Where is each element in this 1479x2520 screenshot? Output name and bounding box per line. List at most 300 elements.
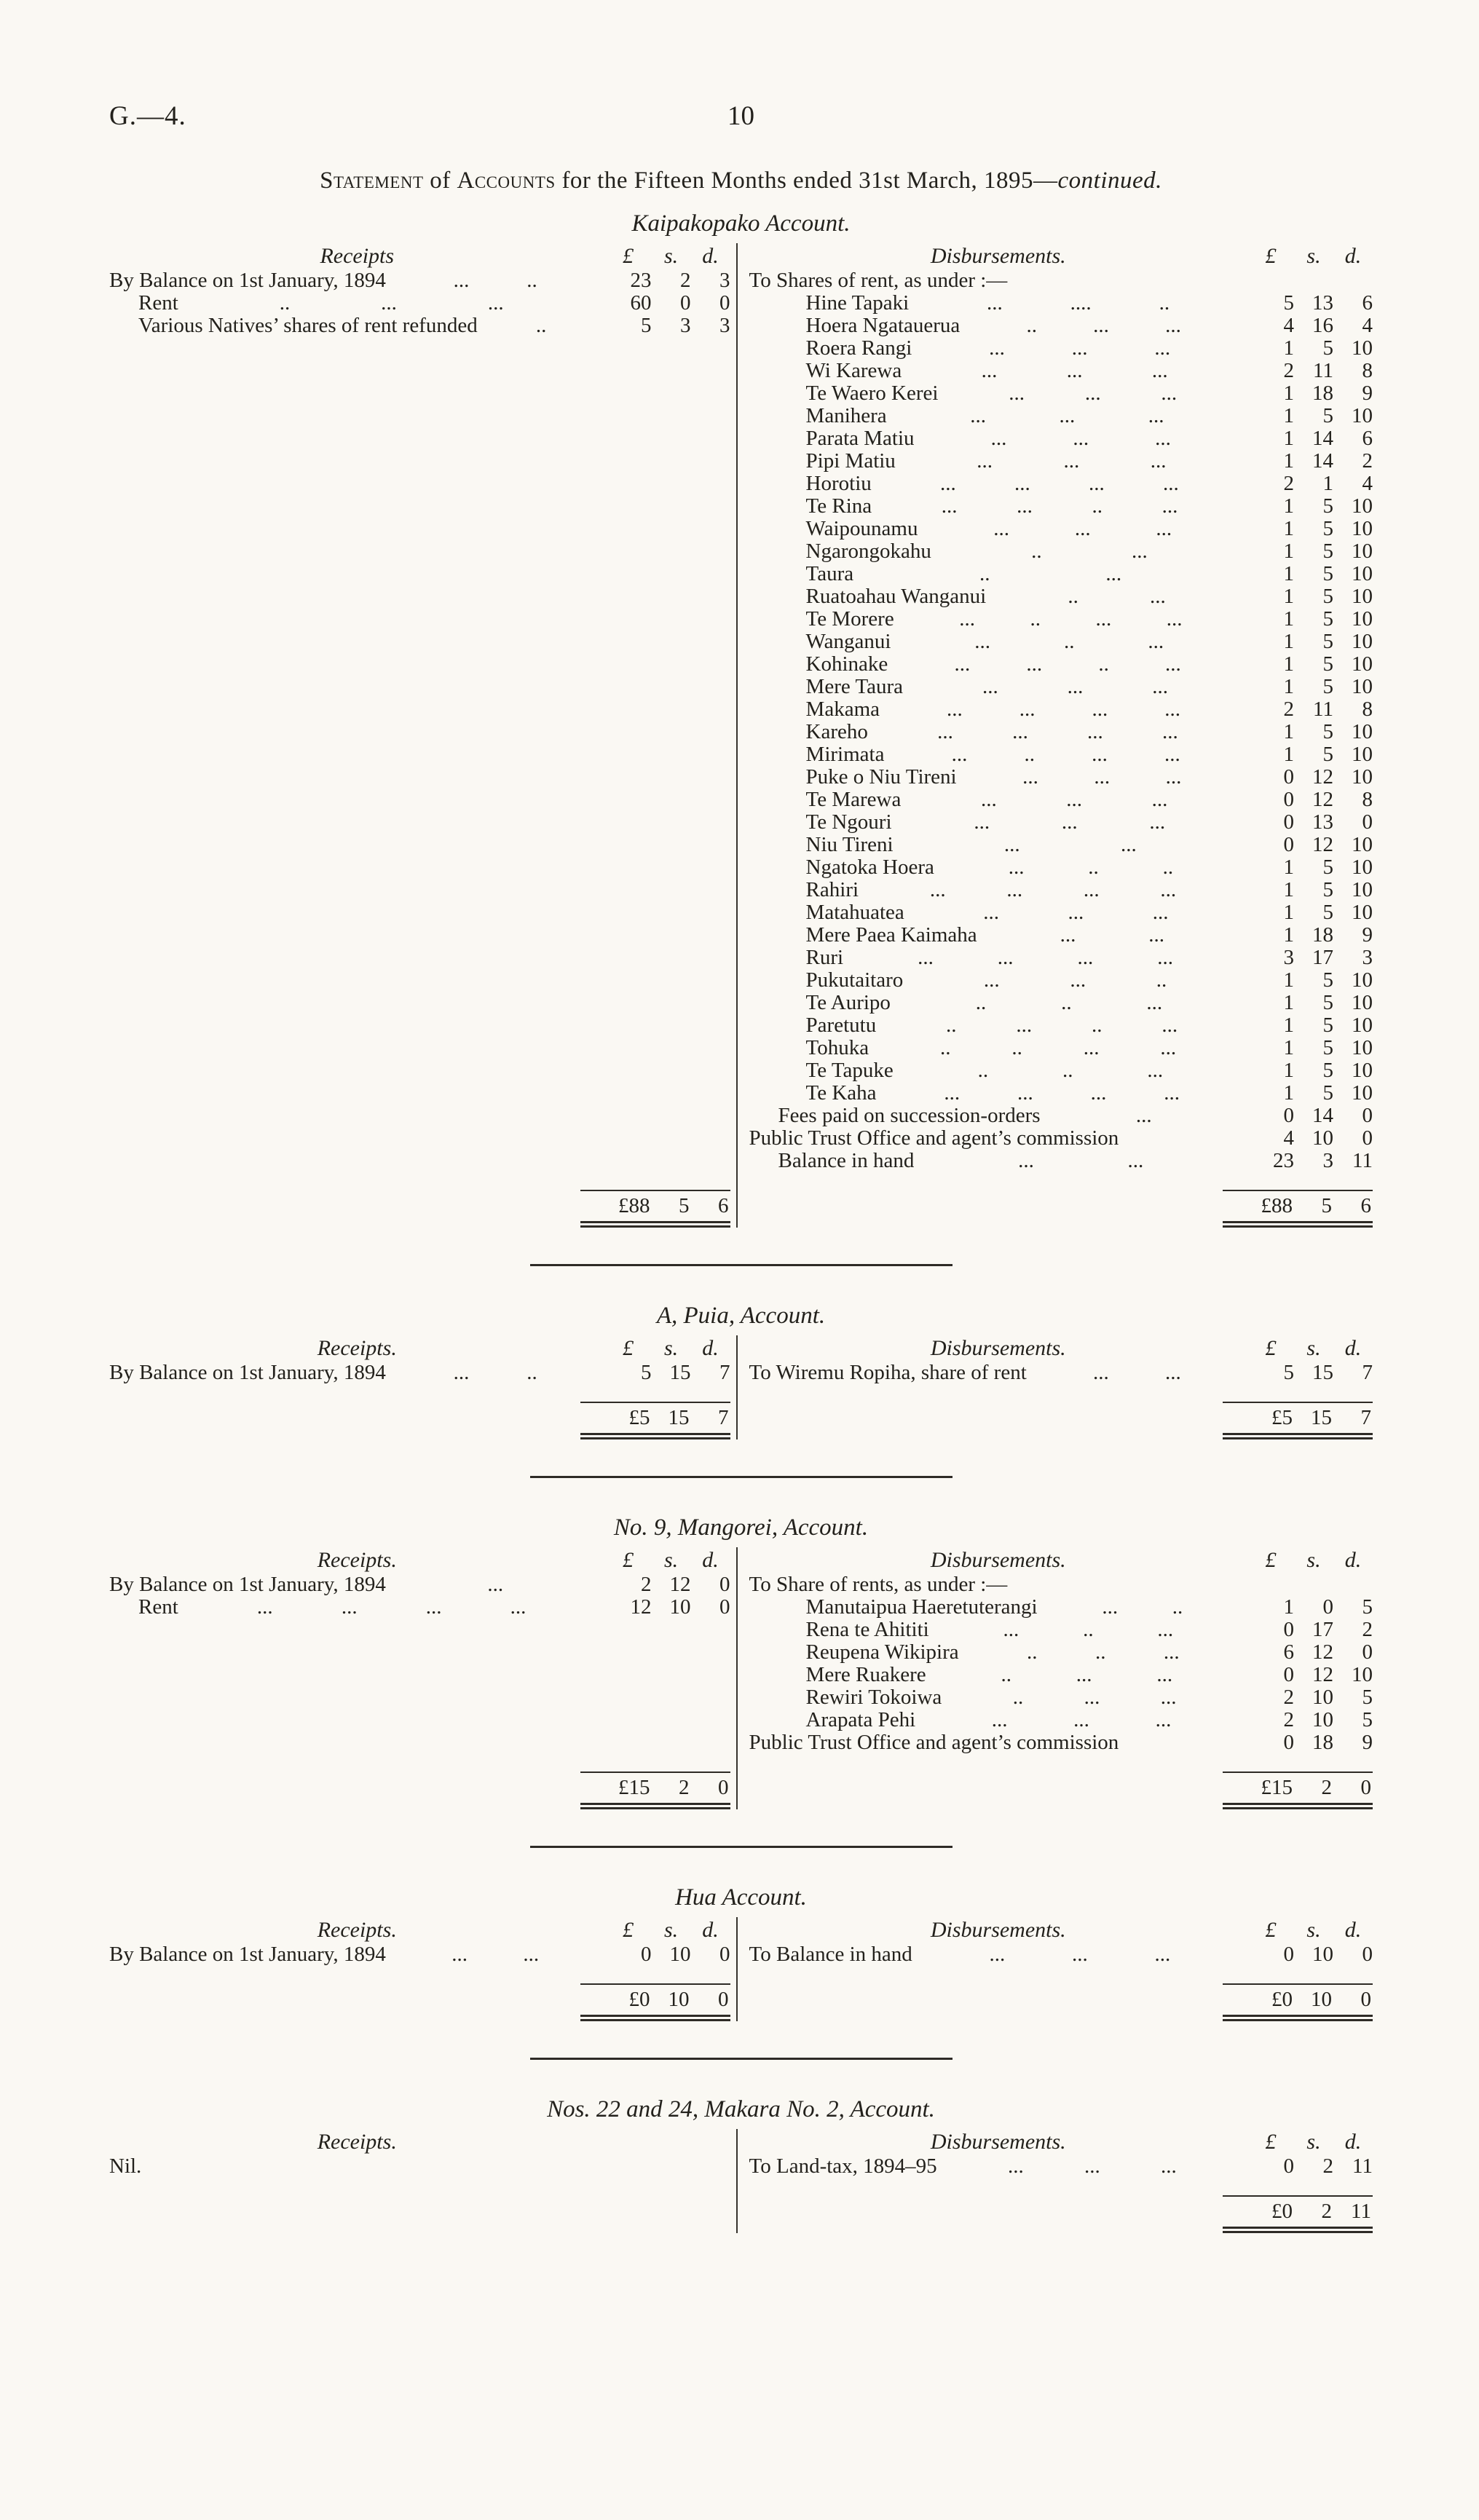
total-pence: 7 [718,1406,729,1429]
amount-shillings: 12 [1312,765,1333,789]
disbursements-heading: Disbursements. [930,1918,1066,1942]
total-shillings: 2 [1321,1776,1332,1799]
ledger-row [749,495,1373,518]
dot-leader-group: ... [1077,947,1094,969]
row-label: Balance in hand [778,1149,915,1172]
ledger-row [749,405,1373,427]
dot-leader-group: ... [989,1943,1006,1966]
total-pounds: £0 [1271,1988,1293,2011]
dot-leader-group: ... [1154,337,1171,360]
dot-leader-group: ... [1019,698,1036,721]
row-label: To Balance in hand [749,1943,912,1966]
amount-shillings: 17 [1312,946,1333,969]
dot-leader-group: .. [1091,1014,1103,1037]
row-label: Arapata Pehi [805,1708,916,1731]
ledger-row [749,811,1373,834]
amount-shillings: 10 [669,1943,691,1966]
dot-leader-group: .. [1095,1641,1106,1664]
dot-leader-group: .. [1092,495,1103,518]
account-section-no9-mangorei [109,1514,1373,1809]
ledger-row [749,1596,1373,1619]
amount-shillings: 5 [1322,968,1333,992]
dot-leader-group: ... [1161,1014,1178,1037]
amount-pounds: 2 [1283,359,1294,382]
amount-pounds: 1 [1283,1081,1294,1105]
shillings-column-header: s. [1306,1548,1321,1572]
dot-leaders [887,1082,1237,1105]
amount-pounds: 4 [1283,1126,1294,1150]
row-label: Te Waero Kerei [805,382,939,405]
dot-leader-group: .. [1172,1596,1183,1619]
dot-leader-group: ... [1076,1664,1092,1686]
section-divider [530,1476,953,1478]
dot-leader-group: ... [1150,450,1167,473]
dot-leader-group: ... [341,1596,358,1619]
dot-leader-group: ... [453,269,470,292]
dot-leaders [890,698,1237,721]
amount-shillings: 0 [680,291,691,315]
total-row [109,1754,730,1809]
dot-leaders [969,1641,1237,1664]
ledger-row [749,901,1373,924]
dot-leader-group: ... [1066,789,1083,811]
ledger-rows [109,1573,730,1619]
disbursements-column-header [749,1917,1373,1943]
amount-pounds: 23 [630,269,652,292]
amount-pence: 3 [1362,946,1373,969]
ledger-row [109,315,730,337]
total-pounds: £0 [628,1988,650,2011]
amount-shillings: 5 [1322,856,1333,879]
amount-shillings: 5 [1322,494,1333,518]
row-label: Taura [805,562,854,585]
disbursements-heading: Disbursements. [930,1548,1066,1572]
row-label: Te Marewa [805,788,902,811]
ledger-rows [109,1943,730,1966]
dot-leader-group: ... [1152,901,1169,924]
dot-leader-group: ... [487,1573,504,1596]
pence-column-header: d. [1344,1336,1362,1360]
statement-title-word: of [423,167,457,194]
ledger-rows [109,269,730,337]
amount-pence: 5 [1362,1595,1373,1619]
amount-pence: 10 [1351,1036,1373,1059]
dot-leader-group: .. [975,992,987,1014]
total-pence: 0 [1360,1988,1371,2011]
amount-pounds: 1 [1283,449,1294,473]
dot-leader-group: ... [974,631,991,653]
dot-leader-group: ... [1092,698,1108,721]
dot-leader-group: ... [918,947,934,969]
row-label: Horotiu [805,472,872,495]
amount-pounds: 1 [1283,382,1294,405]
dot-leaders [952,1686,1237,1709]
dot-leaders [936,1664,1237,1686]
amount-pounds: 0 [1283,2154,1294,2178]
amount-pounds: 4 [1283,314,1294,337]
amount-pence: 3 [719,269,730,292]
amount-shillings: 5 [1322,630,1333,653]
total-amounts [1223,1771,1373,1809]
dot-leader-group: ... [1120,834,1137,856]
ledger-row [749,1082,1373,1105]
dot-leader-group: ... [1017,1082,1033,1105]
ledger-row [109,1943,730,1966]
ledger-row [749,540,1373,563]
dot-leader-group: ... [1156,518,1172,540]
amount-shillings: 13 [1312,291,1333,315]
dot-leader-group: ... [1157,1619,1174,1641]
account-section-makara-no2 [109,2096,1373,2233]
dot-leader-group: ... [1012,721,1028,743]
receipts-heading: Receipts. [317,1918,397,1942]
account-title: A, Puia, Account. [656,1303,826,1329]
amount-shillings: 15 [669,1361,691,1384]
ledger-rows [749,269,1373,1172]
amount-pounds: 1 [1283,878,1294,901]
amount-pounds: 0 [1283,1618,1294,1641]
dot-leader-group: ... [1084,382,1101,405]
dot-leader-group: ... [1073,427,1089,450]
amount-pence: 11 [1352,1149,1373,1172]
dot-leaders [882,473,1237,495]
ledger-row [749,518,1373,540]
pounds-column-header: £ [623,1548,634,1572]
amount-pounds: 0 [1283,788,1294,811]
account-columns [109,2129,1373,2233]
dot-leaders [904,608,1237,631]
amount-pounds: 0 [1283,810,1294,834]
dot-leader-group: ... [1093,315,1109,337]
row-label: Mirimata [805,743,885,766]
dot-leader-group: ... [970,405,986,427]
dot-leaders [913,676,1237,698]
ledger-row [749,1686,1373,1709]
amount-pence: 10 [1351,404,1373,427]
dot-leader-group: .. [1012,1686,1024,1709]
dot-leaders [919,292,1237,315]
pounds-column-header: £ [623,1336,634,1360]
row-label: Te Morere [805,607,894,631]
row-label: Reupena Wikipira [805,1640,959,1664]
disbursements-column [736,2129,1373,2233]
shillings-column-header: s. [1306,1336,1321,1360]
ledger-row [749,879,1373,901]
ledger-row [749,337,1373,360]
amount-pence: 0 [1362,1104,1373,1127]
amount-pounds: 1 [1283,743,1294,766]
accounts-container [109,210,1373,2233]
ledger-row [749,315,1373,337]
total-amounts [1223,1190,1373,1228]
total-amounts [1223,1983,1373,2021]
amount-shillings: 10 [1312,1708,1333,1731]
amount-pounds: 1 [1283,1014,1294,1037]
amount-pounds: 1 [1283,494,1294,518]
dot-leader-group: .. [1061,992,1072,1014]
receipts-column [109,243,736,1228]
pence-column-header: d. [1344,1548,1362,1572]
dot-leader-group: ... [1164,743,1180,766]
amount-pence: 0 [719,1943,730,1966]
account-title: Kaipakopako Account. [631,210,851,237]
total-pence: 6 [1360,1194,1371,1217]
dot-leader-group: ... [1087,721,1103,743]
dot-leader-group: ... [256,1596,273,1619]
dot-leader-group: ... [1160,879,1177,901]
account-title: Hua Account. [675,1884,807,1911]
amount-shillings: 10 [1312,1686,1333,1709]
ledger-row [749,992,1373,1014]
dot-leaders [869,879,1237,901]
amount-pounds: 2 [1283,1708,1294,1731]
total-shillings: 5 [1321,1194,1332,1217]
amount-pounds: 1 [1283,630,1294,653]
dot-leader-group: ... [982,676,998,698]
dot-leaders [904,834,1237,856]
ledger-row [749,608,1373,631]
amount-pence: 10 [1351,720,1373,743]
ledger-row [109,292,730,315]
total-amounts [580,1983,730,2021]
amount-pence: 0 [719,291,730,315]
dot-leader-group: ... [1163,1641,1180,1664]
ledger-row [749,1014,1373,1037]
dot-leader-group: ... [1148,631,1164,653]
dot-leader-group: ... [1160,1037,1177,1059]
amount-pence: 10 [1351,630,1373,653]
amount-pence: 6 [1362,291,1373,315]
dot-leaders [878,721,1237,743]
amount-pounds: 23 [1272,1149,1294,1172]
row-label: Hine Tapaki [805,291,910,315]
amount-shillings: 12 [1312,1640,1333,1664]
dot-leader-group: ... [1154,1943,1171,1966]
dot-leader-group: ... [425,1596,442,1619]
total-shillings: 10 [1310,1988,1332,2011]
amount-pounds: 1 [1283,968,1294,992]
dot-leaders [189,292,595,315]
amount-pence: 0 [719,1595,730,1619]
dot-leaders [996,585,1237,608]
dot-leader-group: ... [1165,315,1181,337]
row-label: By Balance on 1st January, 1894 [109,1361,386,1384]
ledger-row [749,1573,1373,1596]
amount-pounds: 60 [630,291,652,315]
dot-leader-group: ... [1165,766,1182,789]
amount-pounds: 1 [1283,675,1294,698]
row-label: Wi Karewa [805,359,902,382]
dot-leader-group: ... [1068,901,1084,924]
dot-leaders [1037,1362,1237,1384]
dot-leader-group: ... [1060,924,1076,947]
dot-leader-group: ... [1067,676,1084,698]
row-label: Fees paid on succession-orders [778,1104,1041,1127]
amount-shillings: 13 [1312,810,1333,834]
dot-leader-group: ... [1162,473,1179,495]
total-pounds: £0 [1271,2200,1293,2223]
row-label: Mere Ruakere [805,1663,926,1686]
dot-leader-group: ... [451,1943,468,1966]
dot-leaders [928,518,1237,540]
amount-shillings: 5 [1322,743,1333,766]
ledger-rows [749,1573,1373,1754]
ledger-row [749,585,1373,608]
dot-leader-group: ... [981,360,998,382]
receipts-heading: Receipts [320,244,395,268]
amount-pounds: 1 [1283,652,1294,676]
row-label: Te Kaha [805,1081,877,1105]
total-pounds: £15 [1261,1776,1293,1799]
dot-leader-group: .. [1088,856,1099,879]
amount-pounds: 5 [1283,1361,1294,1384]
dot-leader-group: .. [1001,1664,1011,1686]
ledger-row [749,969,1373,992]
dot-leader-group: .. [1162,856,1174,879]
dot-leader-group: .. [1027,1641,1038,1664]
amount-pence: 0 [1362,1943,1373,1966]
amount-shillings: 14 [1312,449,1333,473]
ledger-row [749,653,1373,676]
dot-leader-group: ... [1093,1362,1109,1384]
dot-leader-group: ... [974,811,990,834]
disbursements-column [736,1335,1373,1439]
dot-leader-group: ... [1017,495,1033,518]
total-pounds: £5 [628,1406,650,1429]
amount-pence: 8 [1362,788,1373,811]
amount-pence: 5 [1362,1686,1373,1709]
total-pounds: £15 [618,1776,650,1799]
amount-pounds: 2 [641,1573,652,1596]
ledger-row [749,721,1373,743]
dot-leader-group: .. [279,292,291,315]
dot-leader-group: ... [959,608,975,631]
row-label: To Shares of rent, as under :— [749,269,1008,292]
amount-pounds: 2 [1283,1686,1294,1709]
pounds-column-header: £ [1265,244,1277,268]
amount-pence: 8 [1362,698,1373,721]
amount-pounds: 1 [1283,585,1294,608]
amount-pence: 10 [1351,743,1373,766]
amount-pounds: 0 [1283,765,1294,789]
receipts-heading: Receipts. [317,2130,397,2154]
dot-leader-group: ... [487,292,504,315]
ledger-row [109,1573,730,1596]
amount-pence: 10 [1351,540,1373,563]
dot-leader-group: ... [1161,382,1178,405]
amount-pence: 8 [1362,359,1373,382]
disbursements-heading: Disbursements. [930,2130,1066,2154]
amount-shillings: 5 [1322,675,1333,698]
total-row [109,1172,730,1228]
statement-title-word: for the Fifteen Months ended 31st March, 1895— [555,167,1058,194]
dot-leader-group: ... [1156,1664,1173,1686]
disbursements-heading: Disbursements. [930,244,1066,268]
dot-leader-group: ... [937,721,953,743]
dot-leader-group: .. [1063,631,1075,653]
amount-pounds: 6 [1283,1640,1294,1664]
amount-shillings: 14 [1312,1104,1333,1127]
dot-leader-group: .. [1156,969,1167,992]
ledger-row [749,1664,1373,1686]
amount-shillings: 5 [1322,404,1333,427]
total-amounts [1223,1402,1373,1439]
section-divider [530,1846,953,1848]
ledger-row [749,1709,1373,1731]
account-columns [109,1335,1373,1439]
dot-leader-group: ... [1003,1619,1019,1641]
ledger-row [749,698,1373,721]
amount-pounds: 1 [1283,562,1294,585]
amount-pence: 9 [1362,382,1373,405]
amount-pounds: 1 [1283,607,1294,631]
dot-leaders [894,743,1237,766]
row-label: Paretutu [805,1014,877,1037]
amount-pence: 9 [1362,1731,1373,1754]
amount-pence: 10 [1351,833,1373,856]
dot-leader-group: ... [1157,947,1173,969]
amount-pence: 10 [1351,1014,1373,1037]
ledger-row [749,631,1373,653]
ledger-row [109,1362,730,1384]
amount-shillings: 5 [1322,991,1333,1014]
row-label: Waipounamu [805,517,918,540]
dot-leader-group: ... [990,427,1007,450]
dot-leader-group: ... [1155,1709,1172,1731]
row-label: By Balance on 1st January, 1894 [109,1573,386,1596]
shillings-column-header: s. [663,244,679,268]
dot-leader-group: ... [1147,1059,1164,1082]
amount-shillings: 12 [1312,1663,1333,1686]
dot-leaders [967,766,1237,789]
dot-leader-group: ... [1090,1082,1107,1105]
dot-leaders [902,811,1237,834]
row-label: To Land-tax, 1894–95 [749,2154,937,2178]
dot-leader-group: .. [1024,743,1035,766]
amount-pence: 10 [1351,901,1373,924]
dot-leader-group: ... [1164,1082,1180,1105]
amount-pounds: 2 [1283,472,1294,495]
dot-leader-group: ... [951,743,968,766]
dot-leaders [915,901,1237,924]
dot-leader-group: ... [1152,676,1169,698]
pence-column-header: d. [702,1336,719,1360]
total-shillings: 5 [679,1194,690,1217]
amount-pounds: 3 [1283,946,1294,969]
row-label: To Wiremu Ropiha, share of rent [749,1361,1027,1384]
dot-leader-group: ... [1155,427,1171,450]
total-shillings: 15 [668,1406,690,1429]
ledger-rows [109,1362,730,1384]
receipts-column-header [109,1917,730,1943]
amount-shillings: 12 [1312,788,1333,811]
amount-pence: 0 [719,1573,730,1596]
dot-leader-group: ... [1095,608,1112,631]
dot-leaders [926,1709,1237,1731]
dot-leader-group: ... [1009,382,1025,405]
amount-pence: 10 [1351,517,1373,540]
dot-leader-group: .. [979,563,990,585]
ledger-row [749,450,1373,473]
row-label: To Share of rents, as under :— [749,1573,1008,1596]
pounds-column-header: £ [623,1918,634,1942]
receipts-column [109,1335,736,1439]
dot-leader-group: ... [1018,1150,1034,1172]
shillings-column-header: s. [663,1918,679,1942]
dot-leader-group: ... [1006,879,1023,901]
dot-leader-group: ... [1102,1596,1119,1619]
amount-pence: 4 [1362,472,1373,495]
